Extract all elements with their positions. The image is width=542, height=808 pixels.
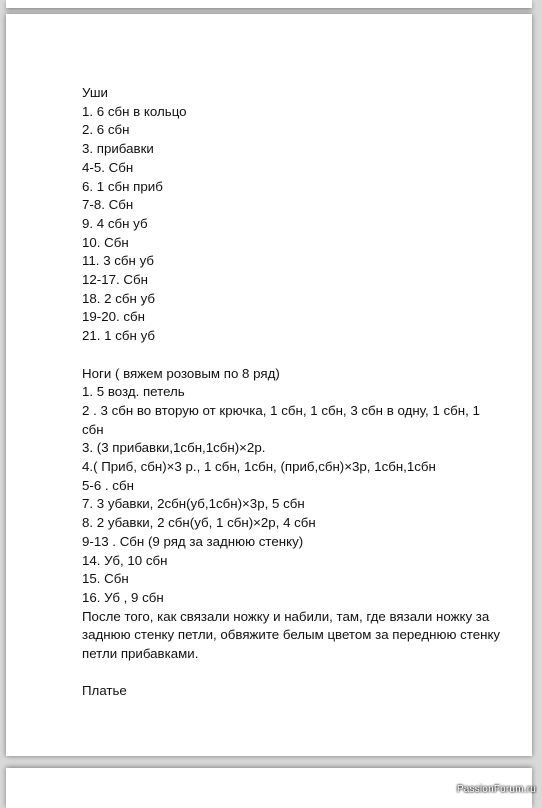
previous-page-edge <box>6 0 532 8</box>
section-spacer <box>82 346 502 365</box>
pattern-row: 5-6 . сбн <box>82 477 134 493</box>
pattern-row: 4.( Приб, сбн)×3 р., 1 сбн, 1сбн, (приб,сбн)×3р, 1сбн,1сбн <box>82 459 436 475</box>
pattern-row: 2. 6 сбн <box>82 122 130 138</box>
pattern-row: 14. Уб, 10 сбн <box>82 552 168 568</box>
pattern-row: 15. Сбн <box>82 571 129 587</box>
next-page-edge <box>6 768 532 808</box>
pattern-row: 3. (3 прибавки,1сбн,1сбн)×2р. <box>82 440 266 456</box>
section-legs <box>82 365 502 664</box>
pattern-row: 7. 3 убавки, 2сбн(уб,1сбн)×3р, 5 сбн <box>82 496 305 512</box>
pattern-row: 6. 1 сбн приб <box>82 178 163 194</box>
pattern-row: 10. Сбн <box>82 234 129 250</box>
pattern-row: 9. 4 сбн уб <box>82 215 148 231</box>
pattern-row: 12-17. Сбн <box>82 272 148 288</box>
pattern-row: 19-20. сбн <box>82 309 146 325</box>
site-watermark: PassionForum.ru <box>456 784 536 795</box>
section-ears <box>82 84 502 346</box>
section-heading: Платье <box>82 683 127 699</box>
pattern-row: 18. 2 сбн уб <box>82 290 155 306</box>
pattern-row: 1. 6 сбн в кольцо <box>82 103 187 119</box>
section-dress <box>82 682 502 701</box>
section-heading: Уши <box>82 85 108 100</box>
pattern-row: 1. 5 возд. петель <box>82 384 185 400</box>
pattern-row: 21. 1 сбн уб <box>82 328 155 344</box>
section-heading: Ноги ( вяжем розовым по 8 ряд) <box>82 365 280 381</box>
pattern-row: 4-5. Сбн <box>82 159 134 175</box>
pattern-text <box>82 84 502 701</box>
pattern-row: 16. Уб , 9 сбн <box>82 589 164 605</box>
pattern-row: 3. прибавки <box>82 141 154 157</box>
pattern-row: 11. 3 сбн уб <box>82 253 154 269</box>
document-page <box>6 14 532 756</box>
section-spacer <box>82 664 502 683</box>
assembly-note: После того, как связали ножку и набили, там, где вязали ножку за заднюю стенку петли, обвяжите белым цветом за переднюю стенку петли прибавками. <box>82 608 501 662</box>
pattern-row: 2 . 3 сбн во вторую от крючка, 1 сбн, 1 сбн, 3 сбн в одну, 1 сбн, 1 сбн <box>82 402 480 437</box>
pattern-row: 7-8. Сбн <box>82 197 134 213</box>
pattern-row: 9-13 . Сбн (9 ряд за заднюю стенку) <box>82 533 304 549</box>
pattern-row: 8. 2 убавки, 2 сбн(уб, 1 сбн)×2р, 4 сбн <box>82 515 316 531</box>
